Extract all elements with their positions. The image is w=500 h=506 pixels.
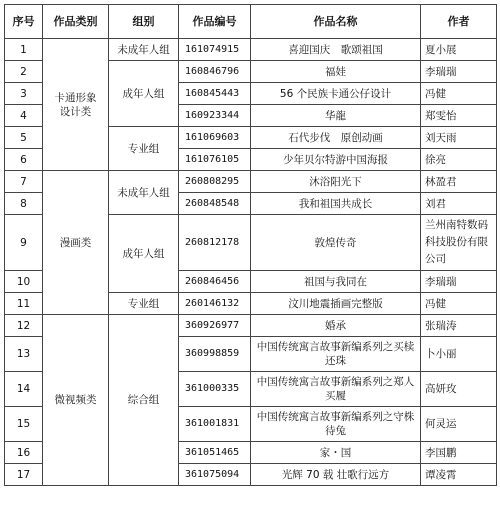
cell-code: 260848548	[179, 193, 251, 215]
award-list-table	[4, 4, 497, 486]
cell-author: 兰州南特数码科技股份有限公司	[421, 215, 497, 271]
cell-seq: 3	[5, 83, 43, 105]
cell-name: 中国传统寓言故事新编系列之守株待兔	[251, 407, 421, 442]
cell-author: 李瑞瑞	[421, 61, 497, 83]
cell-author: 夏小展	[421, 39, 497, 61]
cell-seq: 11	[5, 293, 43, 315]
cell-seq: 2	[5, 61, 43, 83]
cell-seq: 12	[5, 315, 43, 337]
cell-author: 冯健	[421, 83, 497, 105]
cell-author: 刘君	[421, 193, 497, 215]
cell-code: 360998859	[179, 337, 251, 372]
cell-code: 161069603	[179, 127, 251, 149]
cell-seq: 5	[5, 127, 43, 149]
group-video-all: 综合组	[109, 315, 179, 486]
cell-code: 260808295	[179, 171, 251, 193]
header-row	[5, 5, 497, 39]
cell-code: 361001831	[179, 407, 251, 442]
category-cartoon: 卡通形象设计类	[43, 39, 109, 171]
cell-name: 石代步伐 原创动画	[251, 127, 421, 149]
cell-code: 260146132	[179, 293, 251, 315]
category-comic: 漫画类	[43, 171, 109, 315]
group-cartoon-adult: 成年人组	[109, 61, 179, 127]
cell-author: 何灵运	[421, 407, 497, 442]
header-name: 作品名称	[251, 5, 421, 39]
cell-code: 160846796	[179, 61, 251, 83]
cell-name: 中国传统寓言故事新编系列之郑人买履	[251, 372, 421, 407]
cell-code: 161074915	[179, 39, 251, 61]
cell-name: 敦煌传奇	[251, 215, 421, 271]
cell-author: 刘天雨	[421, 127, 497, 149]
header-group: 组别	[109, 5, 179, 39]
cell-seq: 14	[5, 372, 43, 407]
cell-name: 福娃	[251, 61, 421, 83]
cell-seq: 9	[5, 215, 43, 271]
cell-name: 少年贝尔特游中国海报	[251, 149, 421, 171]
group-cartoon-minor: 未成年人组	[109, 39, 179, 61]
cell-author: 高妍玫	[421, 372, 497, 407]
cell-author: 张瑞涛	[421, 315, 497, 337]
group-comic-minor: 未成年人组	[109, 171, 179, 215]
cell-code: 160923344	[179, 105, 251, 127]
cell-name: 华龍	[251, 105, 421, 127]
cell-code: 160845443	[179, 83, 251, 105]
category-video: 微视频类	[43, 315, 109, 486]
group-comic-adult: 成年人组	[109, 215, 179, 293]
cell-seq: 7	[5, 171, 43, 193]
cell-seq: 13	[5, 337, 43, 372]
cell-seq: 6	[5, 149, 43, 171]
cell-name: 汶川地震插画完整版	[251, 293, 421, 315]
header-code: 作品编号	[179, 5, 251, 39]
cell-seq: 15	[5, 407, 43, 442]
cell-seq: 1	[5, 39, 43, 61]
header-category: 作品类别	[43, 5, 109, 39]
cell-name: 家・国	[251, 442, 421, 464]
table-row	[5, 171, 497, 193]
table-row	[5, 315, 497, 337]
group-comic-pro: 专业组	[109, 293, 179, 315]
cell-name: 沐浴阳光下	[251, 171, 421, 193]
cell-name: 56 个民族卡通公仔设计	[251, 83, 421, 105]
cell-seq: 8	[5, 193, 43, 215]
cell-seq: 10	[5, 271, 43, 293]
cell-code: 361051465	[179, 442, 251, 464]
cell-name: 婚承	[251, 315, 421, 337]
cell-name: 光辉 70 载 壮歌行远方	[251, 464, 421, 486]
header-seq: 序号	[5, 5, 43, 39]
cell-author: 谭凌霄	[421, 464, 497, 486]
cell-author: 徐亮	[421, 149, 497, 171]
cell-author: 林盈君	[421, 171, 497, 193]
cell-name: 喜迎国庆 歌颂祖国	[251, 39, 421, 61]
cell-author: 郑雯怡	[421, 105, 497, 127]
cell-code: 361000335	[179, 372, 251, 407]
cell-author: 李瑞瑞	[421, 271, 497, 293]
cell-author: 李国鹏	[421, 442, 497, 464]
cell-author: 卜小丽	[421, 337, 497, 372]
cell-name: 中国传统寓言故事新编系列之买椟还珠	[251, 337, 421, 372]
cell-seq: 17	[5, 464, 43, 486]
cell-code: 260812178	[179, 215, 251, 271]
cell-code: 360926977	[179, 315, 251, 337]
table-row	[5, 39, 497, 61]
cell-seq: 16	[5, 442, 43, 464]
header-author: 作者	[421, 5, 497, 39]
group-cartoon-pro: 专业组	[109, 127, 179, 171]
cell-seq: 4	[5, 105, 43, 127]
cell-name: 我和祖国共成长	[251, 193, 421, 215]
cell-code: 260846456	[179, 271, 251, 293]
cell-code: 361075094	[179, 464, 251, 486]
cell-name: 祖国与我同在	[251, 271, 421, 293]
cell-author: 冯健	[421, 293, 497, 315]
cell-code: 161076105	[179, 149, 251, 171]
